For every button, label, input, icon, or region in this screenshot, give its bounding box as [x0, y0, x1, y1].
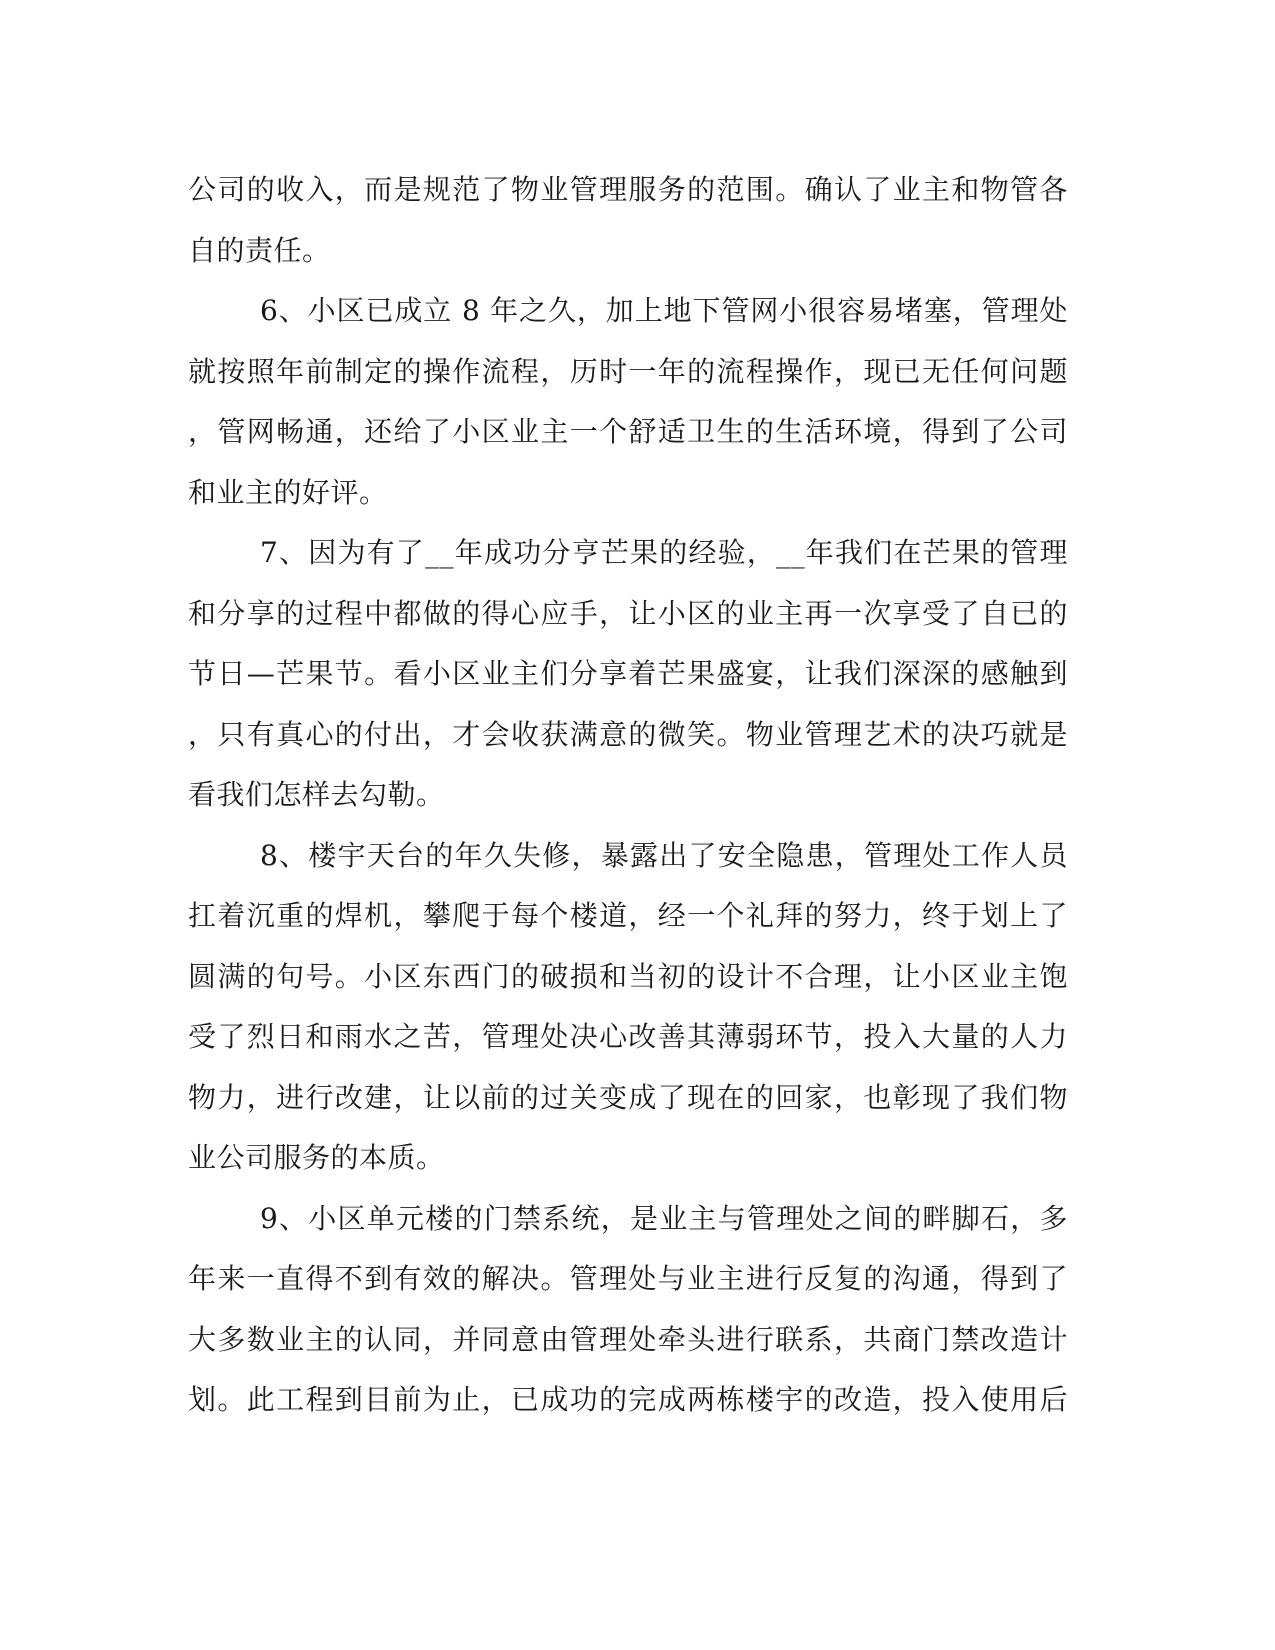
text-line: 年来一直得不到有效的解决。管理处与业主进行反复的沟通，得到了 [188, 1262, 1068, 1295]
text-line: 7、因为有了__年成功分亨芒果的经验，__年我们在芒果的管理 [260, 536, 1068, 569]
text-line: 划。此工程到目前为止，已成功的完成两栋楼宇的改造，投入使用后 [188, 1383, 1068, 1416]
text-line: 就按照年前制定的操作流程，历时一年的流程操作，现已无任何问题 [188, 354, 1068, 388]
text-line: 8、楼宇天台的年久失修，暴露出了安全隐患，管理处工作人员 [260, 838, 1068, 872]
text-line: 和分享的过程中都做的得心应手，让小区的业主再一次享受了自已的 [188, 596, 1068, 630]
text-line: 和业主的好评。 [188, 475, 388, 509]
text-line: 物力，进行改建，让以前的过关变成了现在的回家，也彰现了我们物 [188, 1080, 1068, 1114]
text-line: 受了烈日和雨水之苦，管理处决心改善其薄弱环节，投入大量的人力 [188, 1020, 1068, 1053]
text-line: 看我们怎样去勾勒。 [188, 778, 445, 811]
text-line: ，管网畅通，还给了小区业主一个舒适卫生的生活环境，得到了公司 [188, 415, 1068, 448]
text-line: 节日—芒果节。看小区业主们分享着芒果盛宴，让我们深深的感触到 [188, 657, 1068, 690]
text-line: 6、小区已成立 8 年之久，加上地下管网小很容易堵塞，管理处 [260, 294, 1068, 327]
text-line: 圆满的句号。小区东西门的破损和当初的设计不合理，让小区业主饱 [188, 959, 1068, 993]
document-body [188, 160, 1068, 1431]
text-line: 自的责任。 [188, 233, 331, 267]
text-line: 9、小区单元楼的门禁系统，是业主与管理处之间的畔脚石，多 [260, 1201, 1068, 1235]
text-line: ，只有真心的付出，才会收获满意的微笑。物业管理艺术的决巧就是 [188, 717, 1068, 751]
text-line: 大多数业主的认同，并同意由管理处牵头进行联系，共商门禁改造计 [188, 1322, 1068, 1356]
text-line: 公司的收入，而是规范了物业管理服务的范围。确认了业主和物管各 [188, 173, 1068, 206]
text-line: 扛着沉重的焊机，攀爬于每个楼道，经一个礼拜的努力，终于划上了 [188, 899, 1068, 932]
text-line: 业公司服务的本质。 [188, 1141, 445, 1174]
